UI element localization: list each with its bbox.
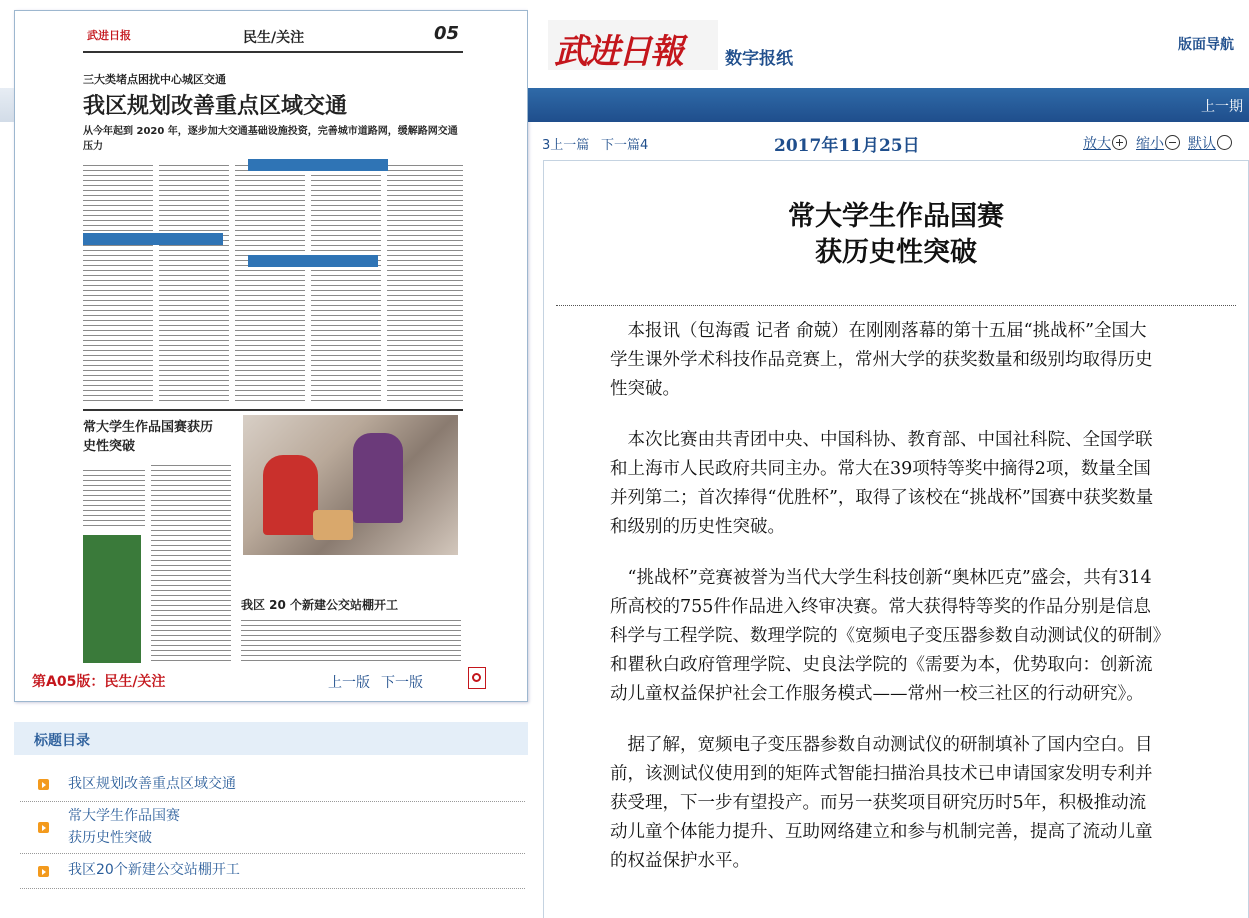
arrow-bullet-icon xyxy=(38,822,49,833)
toc-header xyxy=(14,722,528,755)
photo-figure xyxy=(263,455,318,535)
text-column xyxy=(387,163,463,403)
subhead-bar xyxy=(83,233,223,245)
arrow-bullet-icon xyxy=(38,779,49,790)
zoom-in-label: 放大 xyxy=(1083,136,1111,152)
subhead-bar xyxy=(248,255,378,267)
text-column xyxy=(151,463,231,663)
article-paragraph: 本报讯（包海霞 记者 俞兢）在刚刚落幕的第十五届“挑战杯”全国大学生课外学术科技作品竞赛上，常州大学的获奖数量和级别均取得历史性突破。 xyxy=(610,321,1153,399)
article-body xyxy=(610,317,1162,898)
article-paragraph: 本次比赛由共青团中央、中国科协、教育部、中国社科院、全国学联和上海市人民政府共同主办。常大在39项特等奖中摘得2项，数量全国并列第二；首次捧得“优胜杯”，取得了该校在“挑战杯”国赛中获奖数量和级别的历史性突破。 xyxy=(610,430,1154,537)
subhead-bar xyxy=(248,159,388,171)
edition-label: 第A05版：民生/关注 xyxy=(32,674,166,690)
article-paragraph: “挑战杯”竞赛被誉为当代大学生科技创新“奥林匹克”盛会，共有314所高校的755件作品进入终审决赛。常大获得特等奖的作品分别是信息科学与工程学院、数理学院的《宽频电子变压器参数自动测试仪的研制》和瞿秋白政府管理学院、史良法学院的《需要为本，优势取向：创新流动儿童权益保护社会工作服务模式——常州一校三社区的行动研究》。 xyxy=(610,568,1162,704)
page-kicker: 三大类堵点困扰中心城区交通 xyxy=(83,73,226,86)
zoom-out-button[interactable] xyxy=(1136,133,1180,153)
prev-page-link[interactable]: 上一版 xyxy=(328,675,370,691)
next-article-link[interactable]: 下一篇4 xyxy=(601,138,649,153)
article-container xyxy=(543,160,1249,918)
plus-circle-icon xyxy=(1112,135,1127,150)
zoom-default-button[interactable] xyxy=(1188,133,1232,153)
toc-item[interactable] xyxy=(20,765,525,802)
top-band xyxy=(528,88,1249,122)
text-column xyxy=(83,468,145,528)
toc-title: 标题目录 xyxy=(34,733,90,749)
zoom-out-label: 缩小 xyxy=(1136,136,1164,152)
arrow-bullet-icon xyxy=(38,866,49,877)
page-article3-title[interactable]: 我区 20 个新建公交站棚开工 xyxy=(241,598,399,612)
prev-issue-link[interactable]: 上一期 xyxy=(1201,99,1243,115)
article-title-line2: 获历史性突破 xyxy=(815,237,977,268)
page-divider xyxy=(83,409,463,411)
photo-figure xyxy=(353,433,403,523)
newspaper-page-image[interactable] xyxy=(83,23,463,663)
page-headline[interactable]: 我区规划改善重点区域交通 xyxy=(83,93,348,119)
zoom-default-label: 默认 xyxy=(1188,136,1216,152)
page-masthead xyxy=(83,23,463,53)
page-article2-title[interactable]: 常大学生作品国赛获历史性突破 xyxy=(83,420,214,454)
prev-article-link[interactable]: 3上一篇 xyxy=(542,138,590,153)
photo-basin xyxy=(313,510,353,540)
text-column xyxy=(235,163,305,403)
toc-item[interactable] xyxy=(20,802,525,854)
circle-icon xyxy=(1217,135,1232,150)
layout-nav-link[interactable]: 版面导航 xyxy=(1178,37,1234,53)
text-column xyxy=(241,618,461,663)
toc-item-label[interactable]: 我区规划改善重点区域交通 xyxy=(68,776,236,792)
text-column xyxy=(83,163,153,403)
toc-item[interactable] xyxy=(20,854,525,889)
page-text-columns xyxy=(83,163,463,403)
toc-item-label[interactable]: 我区20个新建公交站棚开工 xyxy=(68,862,240,878)
page-number: 05 xyxy=(433,23,459,44)
toc-item-label[interactable]: 常大学生作品国赛 获历史性突破 xyxy=(68,808,180,846)
site-logo[interactable] xyxy=(548,20,718,70)
page-ad-block xyxy=(83,535,141,663)
text-column xyxy=(311,163,381,403)
zoom-in-button[interactable] xyxy=(1083,133,1127,153)
article-paragraph: 据了解，宽频电子变压器参数自动测试仪的研制填补了国内空白。目前，该测试仪使用到的矩阵式智能扫描治具技术已申请国家发明专利并获受理，下一步有望投产。而另一获奖项目研究历时5年，积极推动流动儿童个体能力提升、互助网络建立和参与机制完善，提高了流动儿童的权益保护水平。 xyxy=(610,735,1153,871)
issue-date: 2017年11月25日 xyxy=(774,136,920,156)
text-column xyxy=(159,163,229,403)
page-logo: 武进日报 xyxy=(87,29,131,42)
site-logo-text: 武进日報 xyxy=(554,32,682,72)
article-nav-bar xyxy=(542,130,1249,154)
title-divider xyxy=(556,305,1236,306)
page-section: 民生/关注 xyxy=(243,30,305,46)
minus-circle-icon xyxy=(1165,135,1180,150)
site-subtitle: 数字报纸 xyxy=(725,49,793,69)
page-photo xyxy=(243,415,458,555)
article-title-line1: 常大学生作品国赛 xyxy=(788,201,1004,232)
pdf-icon[interactable] xyxy=(468,667,486,689)
article-title xyxy=(544,199,1248,271)
page-deck: 从今年起到 2020 年，逐步加大交通基础设施投资，完善城市道路网，缓解路网交通压力 xyxy=(83,126,458,152)
site-header xyxy=(528,0,1249,88)
next-page-link[interactable]: 下一版 xyxy=(381,675,423,691)
newspaper-page-frame[interactable] xyxy=(14,10,528,702)
